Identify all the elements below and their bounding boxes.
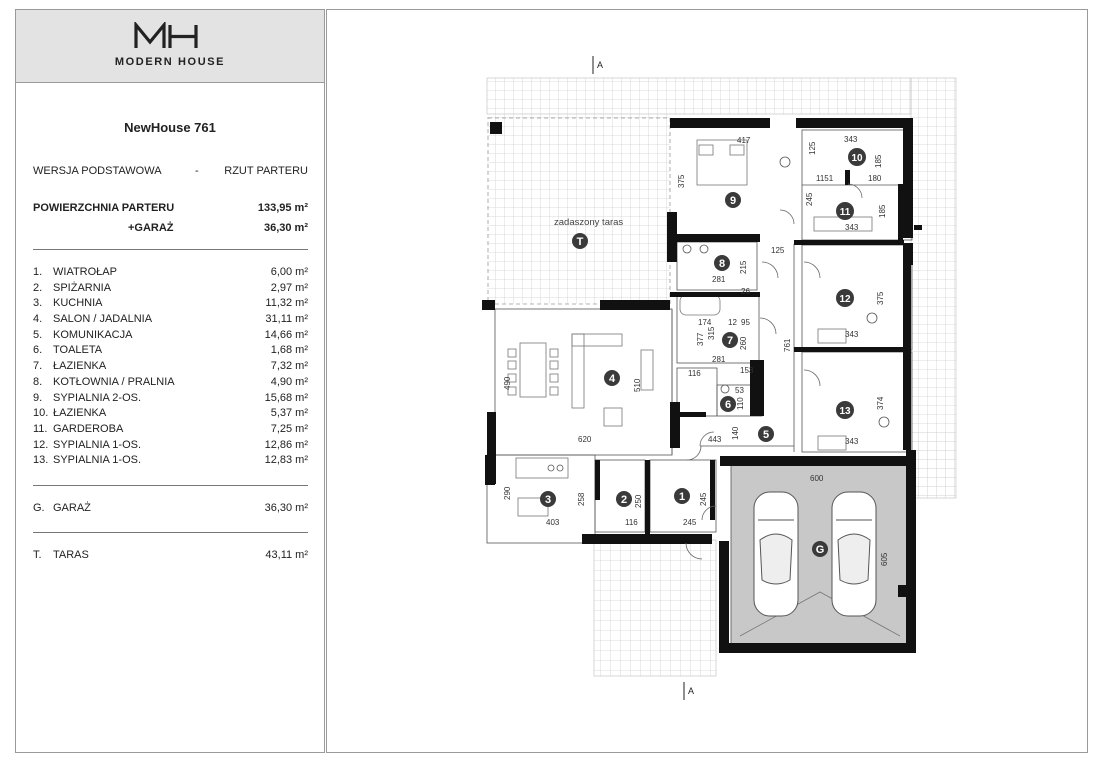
room-marker-12 xyxy=(836,289,854,307)
room-name: WIATROŁAP xyxy=(53,266,117,278)
dim-label: 443 xyxy=(708,435,722,444)
room-name: TOALETA xyxy=(53,344,103,357)
dim-label: 490 xyxy=(503,376,512,390)
brand-name: MODERN HOUSE xyxy=(114,56,226,68)
marker-label: 3 xyxy=(544,494,552,506)
marker-label: 6 xyxy=(724,399,732,411)
dim-label: 140 xyxy=(731,426,740,440)
marker-label: 10 xyxy=(851,153,863,164)
marker-label: 1 xyxy=(678,491,686,503)
section-marker-top xyxy=(593,56,603,74)
room-area: 12,83 m² xyxy=(264,454,308,467)
summary-label: POWIERZCHNIA PARTERU xyxy=(33,202,175,214)
dim-label: 605 xyxy=(880,552,889,566)
dim-label: 343 xyxy=(845,437,859,446)
marker-label: G xyxy=(815,544,825,556)
dim-label: 26 xyxy=(741,287,750,296)
room-marker-11 xyxy=(836,202,854,220)
dim-label: 600 xyxy=(810,474,824,483)
room-number: 8. xyxy=(33,375,43,388)
summary-value: 36,30 m² xyxy=(263,222,308,234)
room-marker-4 xyxy=(604,370,620,386)
room-area: 43,11 m² xyxy=(265,549,308,561)
room-name: SALON / JADALNIA xyxy=(53,313,153,326)
dim-label: 403 xyxy=(546,518,560,527)
marker-label: 7 xyxy=(726,335,734,347)
marker-label: 5 xyxy=(762,429,770,441)
summary-label: +GARAŻ xyxy=(128,222,174,234)
dim-label: 125 xyxy=(771,246,785,255)
marker-label: 13 xyxy=(839,406,851,417)
summary-value: 133,95 m² xyxy=(257,202,308,214)
section-marker-bottom xyxy=(684,682,694,700)
room-area: 31,11 m² xyxy=(265,313,308,326)
version-label: WERSJA PODSTAWOWA xyxy=(33,165,162,177)
dim-label: 260 xyxy=(739,336,748,350)
dim-label: 116 xyxy=(688,369,701,378)
room-marker-terrace xyxy=(572,233,588,249)
paving-grid xyxy=(911,430,956,496)
terrace-label: zadaszony taras xyxy=(554,217,624,228)
dim-label: 620 xyxy=(578,435,592,444)
room-area: 12,86 m² xyxy=(264,438,308,451)
dim-label: 375 xyxy=(876,291,885,305)
room-marker-6 xyxy=(720,396,736,412)
room-number: 4. xyxy=(33,313,43,326)
dim-label: 258 xyxy=(577,492,586,506)
marker-label: 4 xyxy=(608,373,616,385)
dim-label: 245 xyxy=(683,518,697,527)
room-name: KOTŁOWNIA / PRALNIA xyxy=(53,375,175,388)
dim-label: 245 xyxy=(699,492,708,506)
project-title: NewHouse 761 xyxy=(124,120,216,135)
dim-label: 215 xyxy=(739,260,748,274)
room-marker-13 xyxy=(836,401,854,419)
room-name: GARDEROBA xyxy=(53,422,124,435)
room-marker-9 xyxy=(725,192,741,208)
paving-grid xyxy=(487,114,670,304)
room-marker-garage xyxy=(812,541,828,557)
room-number: G. xyxy=(33,502,45,514)
room-name: GARAŻ xyxy=(53,502,91,514)
room-area: 5,37 m² xyxy=(270,407,308,420)
marker-label: 2 xyxy=(620,494,628,506)
version-view: RZUT PARTERU xyxy=(224,165,308,177)
room-number: 1. xyxy=(33,266,43,278)
room-area: 7,32 m² xyxy=(270,360,308,373)
room-number: 12. xyxy=(33,438,49,451)
room-marker-10 xyxy=(848,148,866,166)
room-name: KUCHNIA xyxy=(53,297,103,310)
room-marker-3 xyxy=(540,491,556,507)
marker-label: 8 xyxy=(718,258,726,270)
room-name: SYPIALNIA 1-OS. xyxy=(53,454,142,467)
room-number: 5. xyxy=(33,328,43,341)
dim-label: 1151 xyxy=(816,174,834,183)
room-name: ŁAZIENKA xyxy=(53,407,107,420)
room-name: TARAS xyxy=(53,549,89,561)
dim-label: 245 xyxy=(805,192,814,206)
car-icon xyxy=(754,492,798,616)
dim-label: 185 xyxy=(878,204,887,218)
room-area: 6,00 m² xyxy=(270,266,308,278)
room-number: 11. xyxy=(33,422,48,435)
room-number: T. xyxy=(33,549,42,561)
dim-label: 375 xyxy=(677,174,686,188)
room-area: 1,68 m² xyxy=(270,344,308,357)
dim-label: 281 xyxy=(712,275,726,284)
dim-label: 180 xyxy=(868,174,882,183)
room-number: 2. xyxy=(33,281,43,294)
room-number: 10. xyxy=(33,407,49,420)
dim-label: 343 xyxy=(844,135,858,144)
dim-label: 110 xyxy=(736,397,745,410)
dim-label: 12 xyxy=(728,318,737,327)
dim-label: 174 xyxy=(698,318,712,327)
room-area: 15,68 m² xyxy=(264,391,308,404)
dim-label: 95 xyxy=(741,318,750,327)
room-number: 6. xyxy=(33,344,43,357)
room-name: ŁAZIENKA xyxy=(53,360,107,373)
room-marker-7 xyxy=(722,332,738,348)
dim-label: 53 xyxy=(735,386,744,395)
dim-label: 250 xyxy=(634,494,643,508)
dim-label: 343 xyxy=(845,330,859,339)
room-number: 3. xyxy=(33,297,43,310)
dim-label: 290 xyxy=(503,486,512,500)
room-area: 14,66 m² xyxy=(264,328,308,341)
paving-grid xyxy=(487,78,911,114)
dim-label: 377 xyxy=(696,332,705,346)
room-area: 36,30 m² xyxy=(264,502,308,514)
marker-label: 12 xyxy=(839,294,851,305)
room-marker-1 xyxy=(674,488,690,504)
dim-label: 153 xyxy=(740,366,754,375)
dim-label: 761 xyxy=(783,338,792,352)
room-area: 4,90 m² xyxy=(270,375,308,388)
room-marker-5 xyxy=(758,426,774,442)
dim-label: 281 xyxy=(712,355,726,364)
marker-label: T xyxy=(576,236,584,248)
paving-grid xyxy=(594,540,716,676)
room-name: SPIŻARNIA xyxy=(53,281,112,294)
room-number: 9. xyxy=(33,391,43,404)
dim-label: 343 xyxy=(845,223,859,232)
dim-label: 374 xyxy=(876,396,885,410)
dim-label: 125 xyxy=(808,141,817,155)
room-number: 7. xyxy=(33,360,43,373)
dim-label: 315 xyxy=(707,326,716,340)
room-marker-2 xyxy=(616,491,632,507)
room-name: SYPIALNIA 1-OS. xyxy=(53,438,142,451)
room-area: 2,97 m² xyxy=(270,281,308,294)
section-label: A xyxy=(597,60,604,70)
dim-label: 510 xyxy=(633,378,642,392)
room-name: SYPIALNIA 2-OS. xyxy=(53,391,142,404)
room-area: 11,32 m² xyxy=(265,297,308,310)
car-icon xyxy=(832,492,876,616)
section-label: A xyxy=(688,686,695,696)
room-number: 13. xyxy=(33,454,49,467)
version-dash: - xyxy=(195,165,199,177)
dim-label: 116 xyxy=(625,518,638,527)
room-area: 7,25 m² xyxy=(270,422,308,435)
room-name: KOMUNIKACJA xyxy=(53,328,133,341)
dim-label: 417 xyxy=(737,136,751,145)
room-marker-8 xyxy=(714,255,730,271)
marker-label: 11 xyxy=(839,207,851,218)
dim-label: 185 xyxy=(874,154,883,168)
marker-label: 9 xyxy=(729,195,737,207)
